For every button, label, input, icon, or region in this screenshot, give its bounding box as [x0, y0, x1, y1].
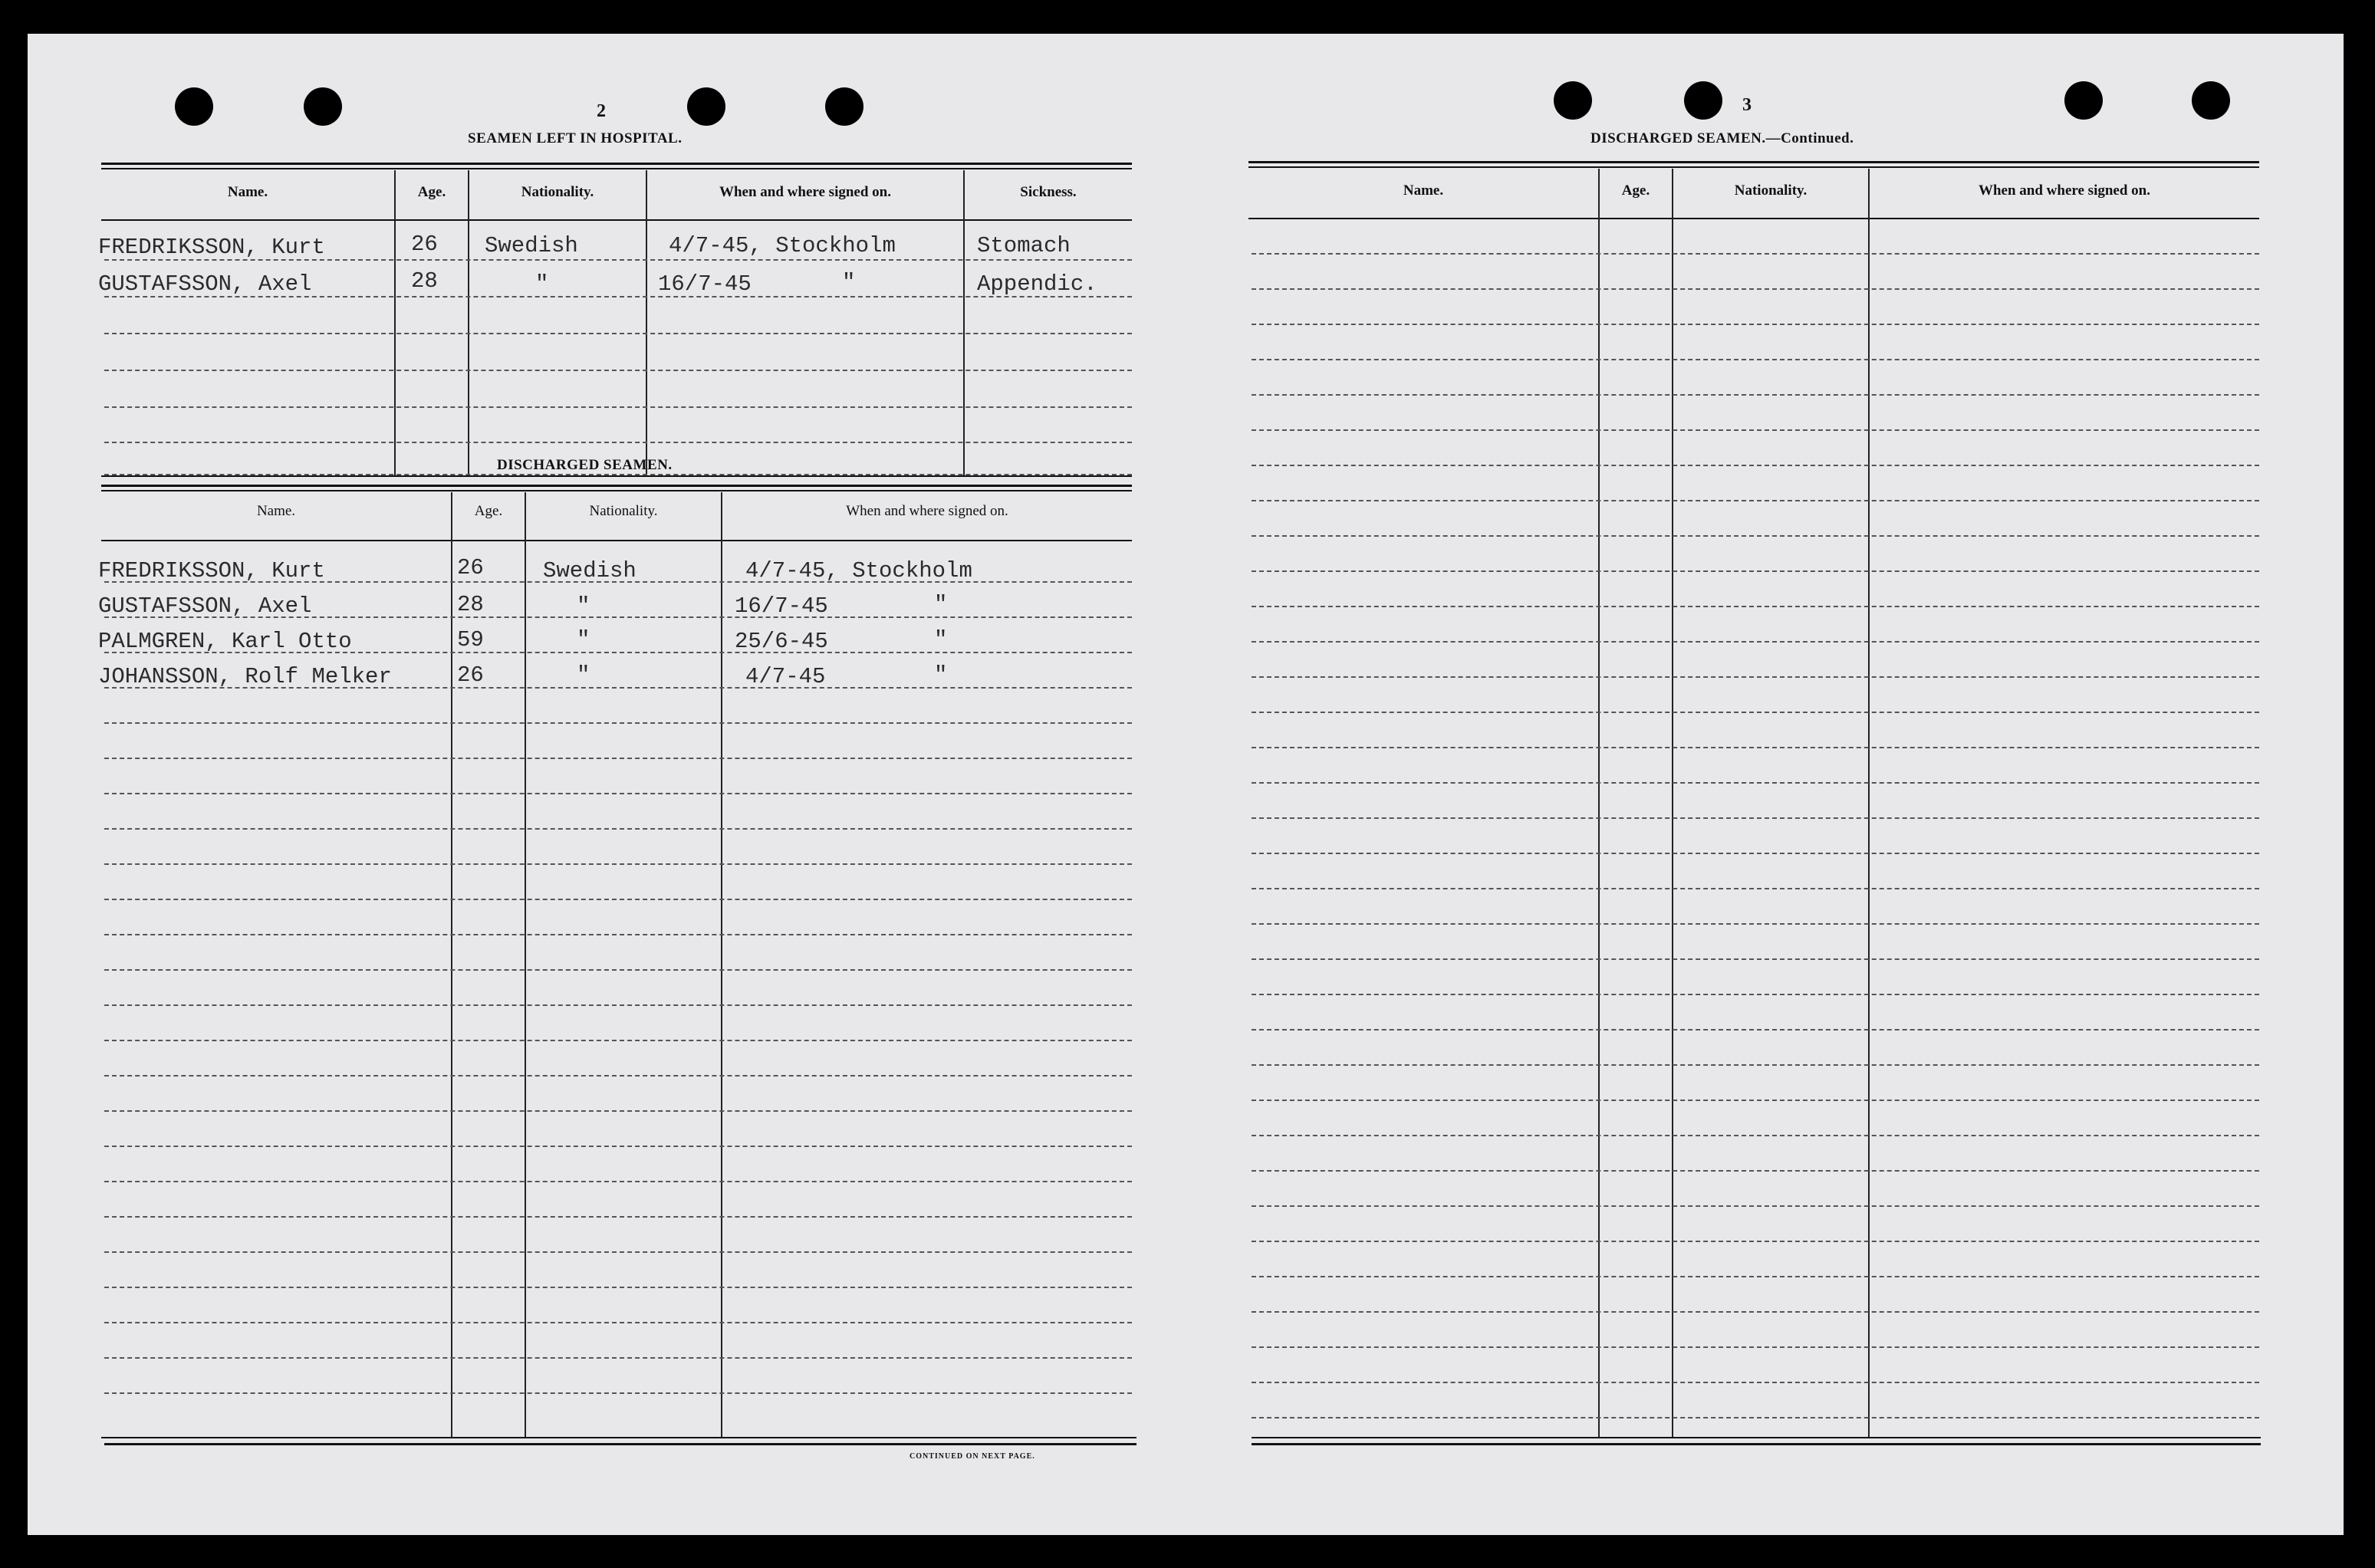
- column-header-signed-on: When and where signed on.: [846, 503, 1008, 519]
- row-line: [1252, 429, 2259, 431]
- seaman-nationality: ": [577, 662, 590, 688]
- row-line: [1252, 1346, 2259, 1348]
- row-line: [104, 442, 1132, 443]
- row-line: [104, 828, 1132, 830]
- seaman-age: 26: [457, 662, 484, 688]
- column-header-nationality: Nationality.: [1734, 182, 1808, 199]
- discharged-header-rule: [101, 540, 1132, 541]
- seaman-name: GUSTAFSSON, Axel: [98, 271, 312, 297]
- column-header-age: Age.: [474, 503, 503, 519]
- discharged-top-rule: [101, 485, 1132, 487]
- punch-hole: [2064, 81, 2103, 120]
- row-line: [1252, 253, 2259, 255]
- signed-on-place: ": [934, 592, 948, 617]
- seaman-age: 28: [411, 268, 438, 294]
- row-line: [1252, 782, 2259, 784]
- column-header-age: Age.: [417, 184, 446, 200]
- seaman-age: 26: [457, 555, 484, 580]
- row-line: [1252, 1029, 2259, 1031]
- row-line: [1252, 1170, 2259, 1172]
- punch-hole: [687, 87, 725, 126]
- row-line: [1252, 1417, 2259, 1418]
- column-divider: [646, 170, 647, 475]
- seaman-name: JOHANSSON, Rolf Melker: [98, 664, 392, 689]
- row-line: [1252, 994, 2259, 995]
- seaman-name: PALMGREN, Karl Otto: [98, 629, 352, 654]
- punch-hole: [825, 87, 863, 126]
- row-line: [1252, 1100, 2259, 1101]
- row-line: [104, 899, 1132, 900]
- bottom-rule: [1252, 1443, 2261, 1445]
- bottom-rule: [104, 1443, 1137, 1445]
- column-divider: [468, 170, 469, 475]
- row-line: [1252, 606, 2259, 607]
- column-header-name: Name.: [256, 503, 296, 519]
- row-line: [104, 793, 1132, 794]
- column-header-sickness: Sickness.: [1020, 184, 1077, 200]
- signed-on-place: ": [934, 662, 948, 688]
- row-line: [1252, 1311, 2259, 1313]
- punch-hole: [2192, 81, 2230, 120]
- right-top-rule: [1248, 166, 2259, 168]
- seaman-name: FREDRIKSSON, Kurt: [98, 558, 325, 583]
- signed-on: 25/6-45: [735, 629, 828, 654]
- row-line: [1252, 1064, 2259, 1066]
- signed-on: 4/7-45: [745, 664, 826, 689]
- signed-on: 16/7-45: [735, 593, 828, 619]
- row-line: [1252, 958, 2259, 960]
- row-line: [1252, 817, 2259, 819]
- signed-on: 4/7-45, Stockholm: [745, 558, 972, 583]
- row-line: [1252, 1276, 2259, 1277]
- row-line: [104, 1181, 1132, 1182]
- row-line: [104, 934, 1132, 935]
- row-line: [104, 1287, 1132, 1288]
- hospital-section-title: SEAMEN LEFT IN HOSPITAL.: [468, 130, 683, 146]
- row-line: [104, 1392, 1132, 1394]
- row-line: [1252, 888, 2259, 889]
- row-line: [1252, 641, 2259, 643]
- row-line: [1252, 359, 2259, 360]
- punch-hole: [1554, 81, 1592, 120]
- bottom-rule: [101, 1437, 1137, 1438]
- signed-on: 16/7-45: [658, 271, 752, 297]
- hospital-top-rule: [101, 168, 1132, 169]
- discharged-top-rule: [101, 490, 1132, 491]
- page-number: 2: [597, 101, 606, 121]
- row-line: [104, 758, 1132, 759]
- row-line: [1252, 1205, 2259, 1207]
- row-line: [104, 722, 1132, 724]
- column-divider: [963, 170, 965, 475]
- row-line: [1252, 923, 2259, 925]
- row-line: [1252, 712, 2259, 713]
- right-top-rule: [1248, 161, 2259, 163]
- row-line: [104, 1075, 1132, 1077]
- document-sheet: [28, 34, 2344, 1535]
- column-header-name: Name.: [1403, 182, 1444, 199]
- seaman-nationality: ": [577, 627, 590, 653]
- column-header-age: Age.: [1621, 182, 1650, 199]
- row-line: [1252, 676, 2259, 678]
- signed-on-place: ": [842, 270, 856, 295]
- row-line: [1252, 1241, 2259, 1242]
- row-line: [104, 1322, 1132, 1323]
- row-line: [104, 333, 1132, 334]
- column-header-signed-on: When and where signed on.: [719, 184, 891, 200]
- seaman-age: 26: [411, 232, 438, 257]
- row-line: [1252, 465, 2259, 466]
- column-divider: [721, 492, 722, 1437]
- continued-footer: CONTINUED ON NEXT PAGE.: [910, 1452, 1035, 1461]
- row-line: [104, 969, 1132, 971]
- row-line: [104, 863, 1132, 865]
- column-divider: [394, 170, 396, 475]
- seaman-nationality: ": [577, 593, 590, 619]
- row-line: [1252, 1135, 2259, 1136]
- hospital-header-rule: [101, 219, 1132, 221]
- sickness: Appendic.: [977, 271, 1097, 297]
- seaman-name: GUSTAFSSON, Axel: [98, 593, 312, 619]
- bottom-rule: [1252, 1437, 2261, 1438]
- seaman-nationality: ": [535, 271, 549, 297]
- row-line: [104, 1146, 1132, 1147]
- hospital-top-rule: [101, 163, 1132, 165]
- signed-on-place: ": [934, 627, 948, 653]
- punch-hole: [1684, 81, 1722, 120]
- column-divider: [525, 492, 526, 1437]
- row-line: [1252, 394, 2259, 396]
- discharged-section-title: DISCHARGED SEAMEN.: [497, 457, 673, 473]
- sickness: Stomach: [977, 233, 1071, 258]
- column-header-name: Name.: [227, 184, 268, 200]
- row-line: [1252, 535, 2259, 537]
- column-divider: [451, 492, 452, 1437]
- right-header-rule: [1248, 218, 2259, 219]
- row-line: [104, 1004, 1132, 1006]
- row-line: [1252, 288, 2259, 290]
- row-line: [1252, 747, 2259, 748]
- row-line: [104, 370, 1132, 371]
- column-header-nationality: Nationality.: [589, 503, 658, 519]
- column-header-signed-on: When and where signed on.: [1978, 182, 2150, 199]
- page-number: 3: [1742, 95, 1752, 115]
- seaman-nationality: Swedish: [543, 558, 637, 583]
- punch-hole: [175, 87, 213, 126]
- row-line: [1252, 324, 2259, 325]
- row-line: [1252, 570, 2259, 572]
- seaman-nationality: Swedish: [485, 233, 578, 258]
- row-line: [1252, 500, 2259, 501]
- section-divider: [101, 475, 1132, 477]
- column-header-nationality: Nationality.: [521, 184, 594, 200]
- punch-hole: [304, 87, 342, 126]
- seaman-name: FREDRIKSSON, Kurt: [98, 235, 325, 260]
- seaman-age: 28: [457, 592, 484, 617]
- seaman-age: 59: [457, 627, 484, 653]
- row-line: [104, 1216, 1132, 1218]
- row-line: [104, 1251, 1132, 1253]
- signed-on: 4/7-45, Stockholm: [669, 233, 896, 258]
- row-line: [104, 1110, 1132, 1112]
- row-line: [1252, 853, 2259, 854]
- row-line: [1252, 1382, 2259, 1383]
- row-line: [104, 1357, 1132, 1359]
- row-line: [104, 406, 1132, 408]
- discharged-continued-title: DISCHARGED SEAMEN.—Continued.: [1590, 130, 1854, 146]
- row-line: [104, 1040, 1132, 1041]
